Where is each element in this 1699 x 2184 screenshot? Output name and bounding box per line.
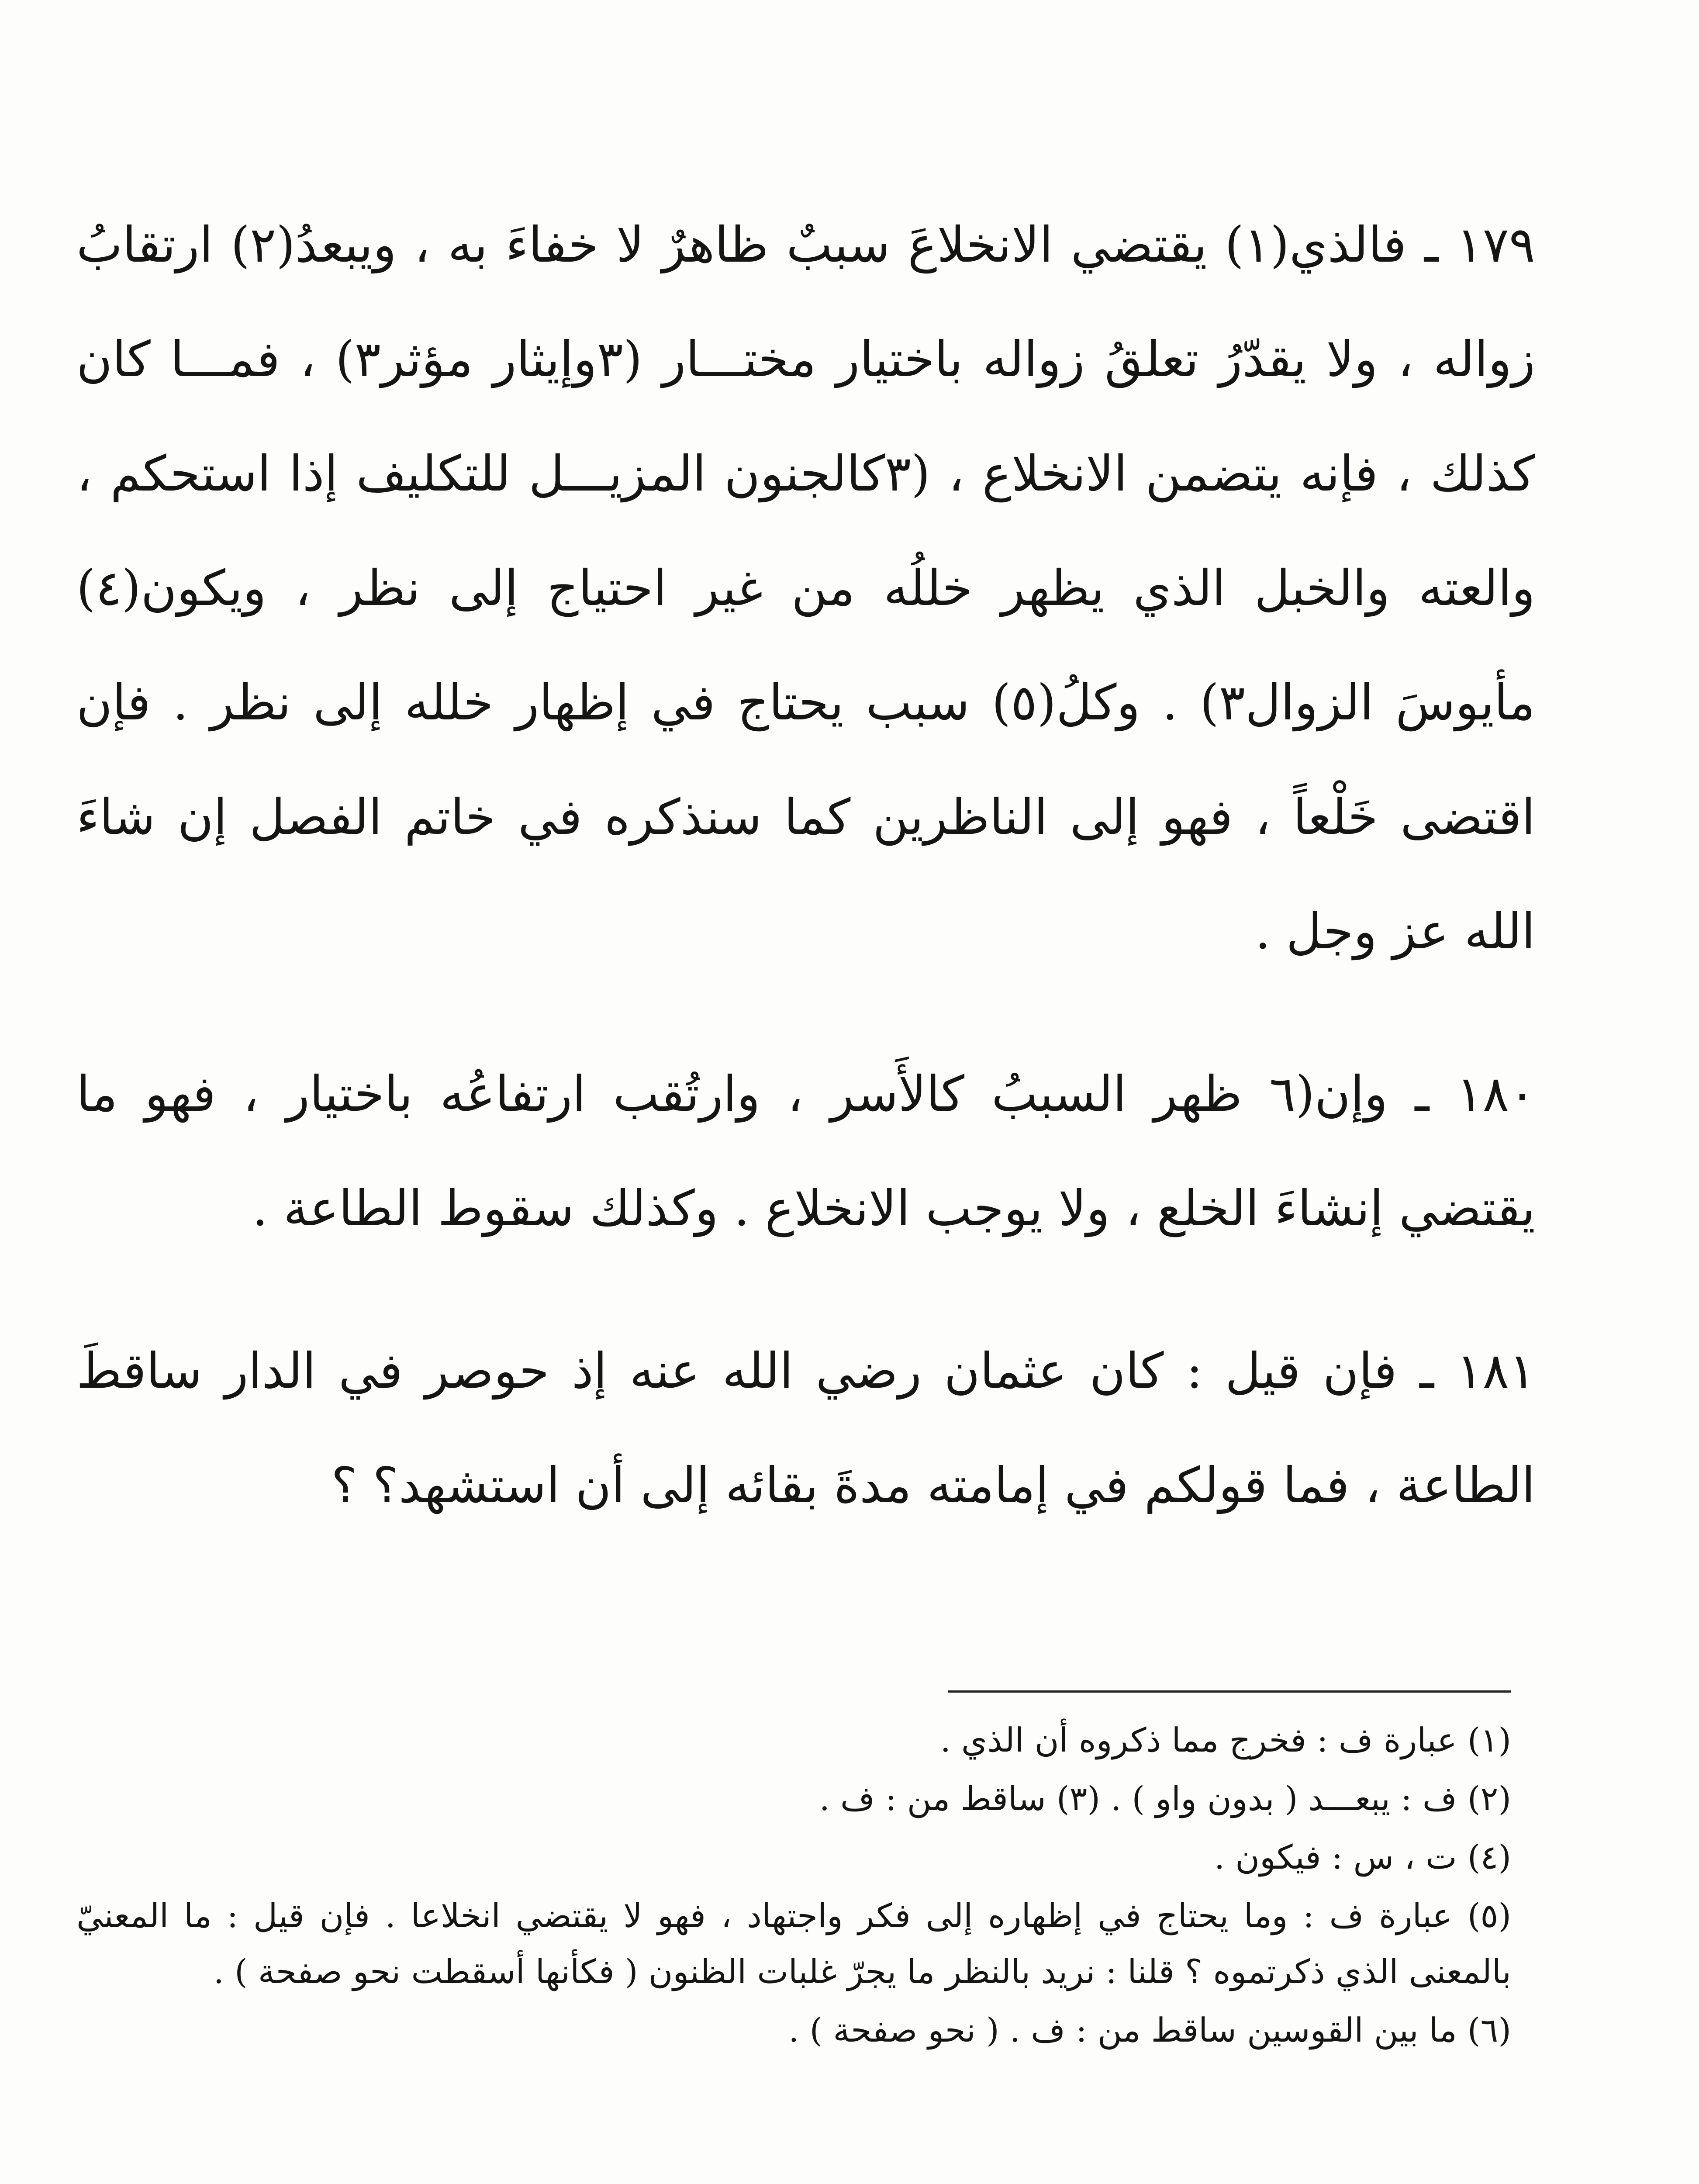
footnote-5: (٥) عبارة ف : وما يحتاج في إظهاره إلى فكر واجتهاد ، فهو لا يقتضي انخلاعا . فإن قيل : ما المعنيّ بالمعنى الذي ذكرتموه ؟ قلنا : نريد بالنظر ما يجرّ غلبات الظنون ( فكأنها أسقطت نحو صفحة ) .	[76, 1896, 1511, 1991]
paragraph-181: ١٨١ ـ فإن قيل : كان عثمان رضي الله عنه إذ حوصر في الدار ساقطَ الطاعة ، فما قولكم في إمامته مدةَ بقائه إلى أن استشهد؟ ؟	[76, 1343, 1535, 1514]
footnote-6: (٦) ما بين القوسين ساقط من : ف . ( نحو صفحة ) .	[788, 2011, 1511, 2049]
footnote-2-3: (٢) ف : يبعـــد ( بدون واو ) . (٣) ساقط من : ف .	[819, 1779, 1511, 1818]
paragraph-179: ١٧٩ ـ فالذي(١) يقتضي الانخلاعَ سببٌ ظاهرٌ لا خفاءَ به ، ويبعدُ(٢) ارتقابُ زواله ، ولا يقدّرُ تعلقُ زواله باختيار مختـــار (٣وإيثار مؤثر٣) ، فمـــا كان كذلك ، فإنه يتضمن الانخلاع ، (٣كالجنون المزيـــل للتكليف إذا استحكم ، والعته والخبل الذي يظهر خللُه من غير احتياج إلى نظر ، ويكون(٤) مأيوسَ الزوال٣) . وكلُ(٥) سبب يحتاج في إظهار خلله إلى نظر . فإن اقتضى خَلْعاً ، فهو إلى الناظرين كما سنذكره في خاتم الفصل إن شاءَ الله عز وجل .	[76, 217, 1536, 960]
footnotes	[76, 1712, 1511, 2061]
footnote-1: (١) عبارة ف : فخرج مما ذكروه أن الذي .	[940, 1721, 1511, 1759]
paragraph-180: ١٨٠ ـ وإن(٦ ظهر السببُ كالأَسر ، وارتُقب ارتفاعُه باختيار ، فهو ما يقتضي إنشاءَ الخلع ، ولا يوجب الانخلاع . وكذلك سقوط الطاعة .	[76, 1066, 1535, 1237]
footnote-4: (٤) ت ، س : فيكون .	[1214, 1838, 1511, 1876]
main-text	[76, 188, 1535, 1543]
footnote-divider	[948, 1690, 1511, 1693]
